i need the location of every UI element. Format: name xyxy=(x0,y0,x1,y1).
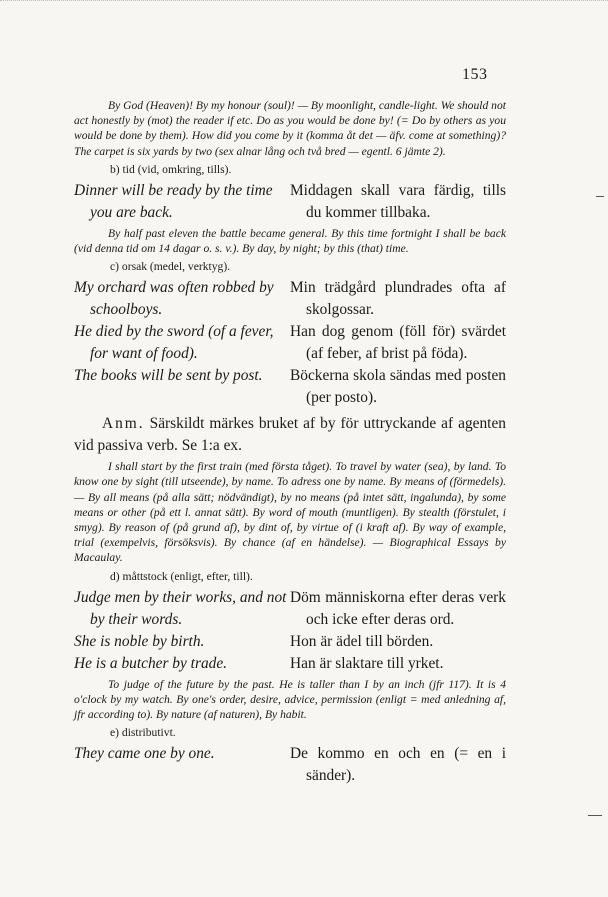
margin-mark xyxy=(588,815,602,816)
example-pair xyxy=(74,180,506,224)
example-pair xyxy=(74,365,506,409)
section-e-heading: e) distributivt. xyxy=(110,726,176,740)
section-c-heading: c) orsak (medel, verktyg). xyxy=(110,260,231,274)
swedish-translation: Min trädgård plundrades ofta af skolgossar. xyxy=(290,279,506,319)
swedish-translation: Han är slaktare till yrket. xyxy=(290,654,444,672)
section-b-examples: By half past eleven the battle became general. By this time fortnight I shall be back (vid denna tid om 14 dagar o. s. v.). By day, by night; by this (that) time. xyxy=(74,226,506,256)
section-d-pairs xyxy=(74,587,506,675)
english-sentence: He died by the sword (of a fever, for want of food). xyxy=(74,323,274,363)
english-sentence: The books will be sent by post. xyxy=(74,367,263,385)
section-e-pairs xyxy=(74,743,506,787)
example-pair xyxy=(74,277,506,321)
page-edge xyxy=(0,0,608,13)
swedish-translation: Han dog genom (föll för) svärdet (af feber, af brist på föda). xyxy=(290,323,506,363)
swedish-translation: Döm människorna efter deras verk och icke efter deras ord. xyxy=(290,588,506,628)
english-sentence: Dinner will be ready by the time you are back. xyxy=(74,181,273,221)
swedish-translation: Hon är ädel till börden. xyxy=(290,632,434,650)
english-sentence: They came one by one. xyxy=(74,745,215,763)
swedish-translation: Middagen skall vara färdig, tills du kommer tillbaka. xyxy=(290,181,506,221)
example-pair xyxy=(74,653,506,675)
swedish-translation: De kommo en och en (= en i sänder). xyxy=(290,745,506,785)
intro-examples: By God (Heaven)! By my honour (soul)! — By moonlight, candle-light. We should not act honestly by (mot) the reader if etc. Do as you would be done by! (= Do by others as you would be done by them). How did you come by it (komma åt det — äfv. come at something)? The carpet is six yards by two (sex alnar lång och två bred — egentl. 6 jämte 2). xyxy=(74,99,506,158)
section-d-heading: d) måttstock (enligt, efter, till). xyxy=(110,569,253,583)
example-pair xyxy=(74,321,506,365)
english-sentence: He is a butcher by trade. xyxy=(74,654,228,672)
section-b-heading: b) tid (vid, omkring, tills). xyxy=(110,162,232,176)
section-b-pairs xyxy=(74,180,506,224)
english-sentence: She is noble by birth. xyxy=(74,632,205,650)
remark-label: Anm. xyxy=(102,415,145,433)
english-sentence: My orchard was often robbed by schoolboys. xyxy=(74,279,274,319)
page-number: 153 xyxy=(462,66,488,83)
remark-note xyxy=(74,413,506,457)
example-pair xyxy=(74,587,506,631)
example-pair xyxy=(74,743,506,787)
example-pair xyxy=(74,631,506,653)
remark-text: Särskildt märkes bruket af by för uttryckande af agenten vid passiva verb. Se 1:a ex. xyxy=(74,415,506,455)
page-body xyxy=(74,98,506,788)
section-c-examples: I shall start by the first train (med första tåget). To travel by water (sea), by land. To know one by sight (till utseende), by name. To adress one by name. By means of (förmedels). — By all means (på alla sätt; nödvändigt), by no means (på intet sätt, ingalunda), by some means or other (på ett l. annat sätt). By word of mouth (muntligen). By stealth (förstulet, i smyg). By reason of (på grund af), by dint of, by virtue of (i kraft af). By way of example, trial (exempelvis, försöksvis). By chance (af en händelse). — Biographical Essays by Macaulay. xyxy=(74,460,506,565)
english-sentence: Judge men by their works, and not by their words. xyxy=(74,588,287,628)
margin-mark xyxy=(596,196,604,197)
section-c-pairs xyxy=(74,277,506,409)
section-d-examples: To judge of the future by the past. He is taller than I by an inch (jfr 117). It is 4 o'clock by my watch. By one's order, desire, advice, permission (enligt = med anledning af, jfr according to). By nature (af naturen), By habit. xyxy=(74,677,506,722)
swedish-translation: Böckerna skola sändas med posten (per posto). xyxy=(290,367,506,407)
